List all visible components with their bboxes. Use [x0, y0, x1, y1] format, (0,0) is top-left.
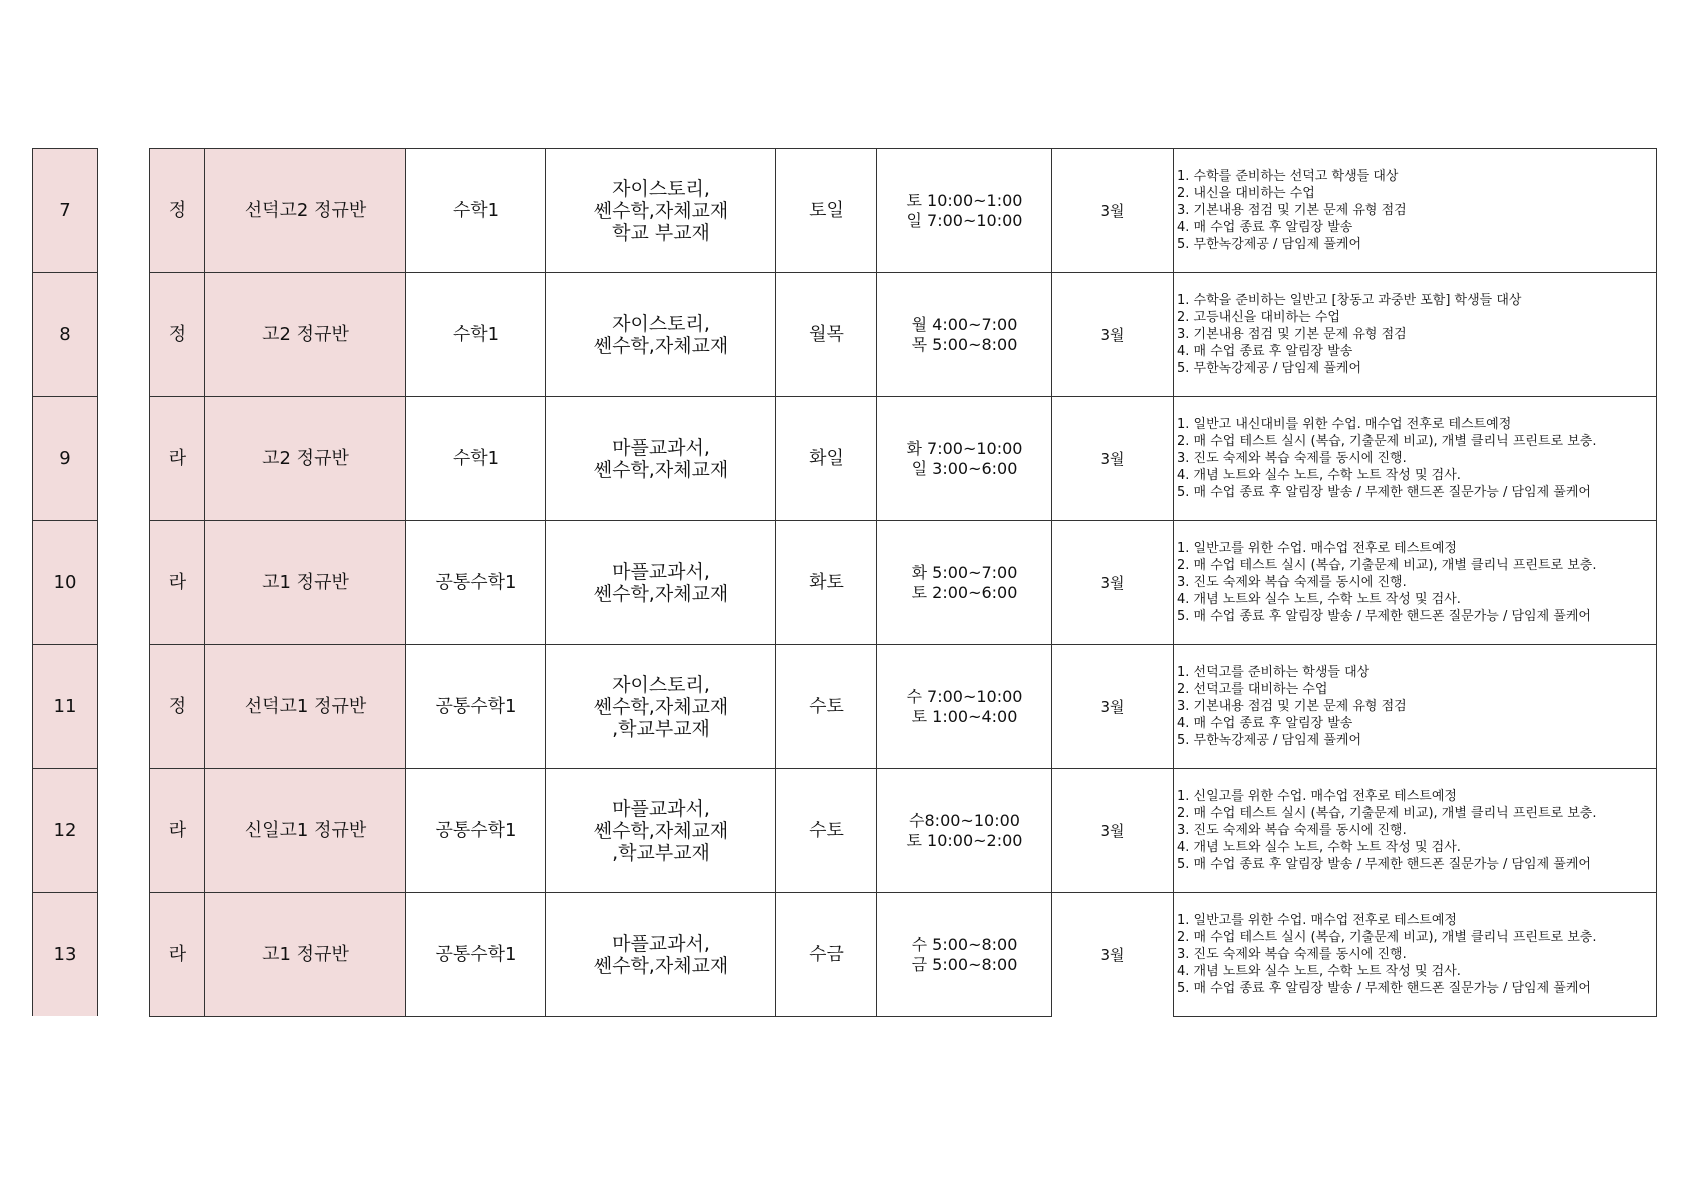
start-month: 3월 — [1100, 946, 1125, 964]
description-list — [1177, 168, 1656, 253]
class-name-cell — [204, 644, 406, 768]
description-cell — [1173, 768, 1657, 892]
description-cell — [1173, 892, 1657, 1016]
class-name-cell — [204, 892, 406, 1016]
class-time-line: 일 7:00~10:00 — [906, 210, 1023, 230]
textbook-list — [594, 798, 729, 864]
class-days: 화토 — [809, 571, 844, 593]
description-line: 3. 진도 숙제와 복습 숙제를 동시에 진행. — [1177, 575, 1407, 590]
description-cell — [1173, 148, 1657, 272]
description-list — [1177, 292, 1656, 377]
textbook-line: 쎈수학,자체교재 — [593, 582, 729, 605]
start-month-cell — [1051, 272, 1174, 396]
class-time-cell — [876, 396, 1052, 520]
class-type: 라 — [168, 819, 187, 841]
subject: 수학1 — [452, 447, 500, 469]
class-days: 수토 — [809, 819, 844, 841]
class-days-cell — [775, 272, 877, 396]
class-type-cell — [149, 272, 205, 396]
row-number-cell — [32, 520, 98, 644]
textbook-list — [594, 674, 729, 740]
row-number: 11 — [53, 695, 77, 717]
subject: 공통수학1 — [435, 943, 517, 965]
class-days-cell — [775, 892, 877, 1016]
class-time-line: 화 5:00~7:00 — [911, 562, 1018, 582]
class-type: 라 — [168, 447, 187, 469]
textbook-line: 자이스토리, — [612, 673, 710, 696]
class-type-cell — [149, 768, 205, 892]
class-type-cell — [149, 396, 205, 520]
class-time-cell — [876, 892, 1052, 1016]
class-time-line: 수 5:00~8:00 — [911, 934, 1018, 954]
row-number-cell — [32, 768, 98, 892]
subject: 공통수학1 — [435, 819, 517, 841]
textbook-cell — [545, 396, 776, 520]
textbook-cell — [545, 892, 776, 1016]
row-number: 12 — [53, 819, 77, 841]
class-days: 월목 — [809, 323, 844, 345]
subject-cell — [405, 396, 546, 520]
row-number-cell — [32, 892, 98, 1016]
class-time-line: 수8:00~10:00 — [909, 810, 1020, 830]
class-days-cell — [775, 396, 877, 520]
textbook-cell — [545, 148, 776, 272]
class-time-list — [907, 811, 1023, 851]
textbook-line: 마플교과서, — [612, 932, 710, 955]
description-line: 5. 매 수업 종료 후 알림장 발송 / 무제한 핸드폰 질문가능 / 담임제 풀케어 — [1177, 857, 1591, 872]
start-month: 3월 — [1100, 822, 1125, 840]
description-line: 5. 매 수업 종료 후 알림장 발송 / 무제한 핸드폰 질문가능 / 담임제 풀케어 — [1177, 485, 1591, 500]
class-name: 선덕고2 정규반 — [244, 199, 367, 221]
class-days-cell — [775, 768, 877, 892]
row-number: 9 — [59, 447, 71, 469]
description-line: 1. 수학을 준비하는 일반고 [창동고 과중반 포함] 학생들 대상 — [1177, 293, 1522, 308]
textbook-line: 마플교과서, — [612, 560, 710, 583]
subject-cell — [405, 768, 546, 892]
textbook-line: ,학교부교재 — [612, 717, 710, 740]
class-time-list — [907, 439, 1023, 479]
class-time-line: 화 7:00~10:00 — [906, 438, 1023, 458]
textbook-line: 자이스토리, — [612, 177, 710, 200]
textbook-list — [594, 561, 729, 605]
description-line: 2. 매 수업 테스트 실시 (복습, 기출문제 비교), 개별 클리닉 프린트로 보충. — [1177, 930, 1597, 945]
start-month: 3월 — [1100, 450, 1125, 468]
description-line: 3. 기본내용 점검 및 기본 문제 유형 점검 — [1177, 699, 1407, 714]
description-line: 4. 매 수업 종료 후 알림장 발송 — [1177, 220, 1353, 235]
subject: 공통수학1 — [435, 695, 517, 717]
textbook-cell — [545, 520, 776, 644]
start-month-cell — [1051, 148, 1174, 272]
class-type: 정 — [168, 323, 187, 345]
row-number-cell — [32, 148, 98, 272]
class-time-line: 토 10:00~1:00 — [906, 190, 1023, 210]
description-line: 4. 개념 노트와 실수 노트, 수학 노트 작성 및 검사. — [1177, 964, 1461, 979]
subject-cell — [405, 148, 546, 272]
textbook-line: 자이스토리, — [612, 312, 710, 335]
textbook-cell — [545, 644, 776, 768]
class-time-line: 월 4:00~7:00 — [911, 314, 1018, 334]
class-time-line: 토 1:00~4:00 — [911, 706, 1018, 726]
description-cell — [1173, 396, 1657, 520]
class-time-list — [907, 191, 1023, 231]
description-line: 5. 매 수업 종료 후 알림장 발송 / 무제한 핸드폰 질문가능 / 담임제 풀케어 — [1177, 981, 1591, 996]
class-name: 고2 정규반 — [262, 447, 349, 469]
textbook-list — [594, 437, 729, 481]
description-line: 1. 신일고를 위한 수업. 매수업 전후로 테스트예정 — [1177, 789, 1457, 804]
description-line: 2. 매 수업 테스트 실시 (복습, 기출문제 비교), 개별 클리닉 프린트로 보충. — [1177, 434, 1597, 449]
class-type-cell — [149, 520, 205, 644]
class-name: 고1 정규반 — [262, 943, 349, 965]
start-month-cell — [1051, 768, 1174, 892]
class-time-line: 일 3:00~6:00 — [911, 458, 1018, 478]
table-row-11 — [0, 644, 1684, 768]
table-row-12 — [0, 768, 1684, 892]
description-line: 1. 수학를 준비하는 선덕고 학생들 대상 — [1177, 169, 1399, 184]
class-time-list — [907, 687, 1023, 727]
textbook-line: 마플교과서, — [612, 797, 710, 820]
subject: 수학1 — [452, 323, 500, 345]
textbook-line: 학교 부교재 — [612, 221, 710, 244]
textbook-list — [594, 178, 729, 244]
class-time-cell — [876, 768, 1052, 892]
class-time-line: 토 10:00~2:00 — [906, 830, 1023, 850]
textbook-line: ,학교부교재 — [612, 841, 710, 864]
class-time-line: 수 7:00~10:00 — [906, 686, 1023, 706]
textbook-cell — [545, 272, 776, 396]
class-days: 수금 — [809, 943, 844, 965]
class-name: 고1 정규반 — [262, 571, 349, 593]
class-type: 라 — [168, 943, 187, 965]
class-time-line: 토 2:00~6:00 — [911, 582, 1018, 602]
class-time-cell — [876, 148, 1052, 272]
start-month-cell — [1051, 892, 1174, 1016]
textbook-line: 쎈수학,자체교재 — [593, 819, 729, 842]
class-days: 화일 — [809, 447, 844, 469]
class-type-cell — [149, 644, 205, 768]
table-bottom-border-right — [1173, 1016, 1657, 1017]
description-list — [1177, 416, 1656, 501]
class-time-line: 목 5:00~8:00 — [911, 334, 1018, 354]
description-line: 5. 무한녹강제공 / 담임제 풀케어 — [1177, 361, 1362, 376]
textbook-line: 쎈수학,자체교재 — [593, 695, 729, 718]
subject-cell — [405, 272, 546, 396]
description-line: 1. 일반고를 위한 수업. 매수업 전후로 테스트예정 — [1177, 541, 1457, 556]
class-name-cell — [204, 768, 406, 892]
description-line: 4. 개념 노트와 실수 노트, 수학 노트 작성 및 검사. — [1177, 840, 1461, 855]
class-time-line: 금 5:00~8:00 — [911, 954, 1018, 974]
table-row-9 — [0, 396, 1684, 520]
row-number: 10 — [53, 571, 77, 593]
start-month: 3월 — [1100, 698, 1125, 716]
table-bottom-border-left — [149, 1016, 1052, 1017]
row-number-cell — [32, 396, 98, 520]
start-month-cell — [1051, 396, 1174, 520]
description-line: 1. 일반고 내신대비를 위한 수업. 매수업 전후로 테스트예정 — [1177, 417, 1512, 432]
start-month-cell — [1051, 520, 1174, 644]
class-name: 고2 정규반 — [262, 323, 349, 345]
textbook-list — [594, 933, 729, 977]
textbook-line: 쎈수학,자체교재 — [593, 458, 729, 481]
description-line: 2. 매 수업 테스트 실시 (복습, 기출문제 비교), 개별 클리닉 프린트로 보충. — [1177, 806, 1597, 821]
row-number: 7 — [59, 199, 71, 221]
class-name-cell — [204, 396, 406, 520]
class-days-cell — [775, 644, 877, 768]
class-name-cell — [204, 148, 406, 272]
description-line: 5. 매 수업 종료 후 알림장 발송 / 무제한 핸드폰 질문가능 / 담임제 풀케어 — [1177, 609, 1591, 624]
description-line: 4. 개념 노트와 실수 노트, 수학 노트 작성 및 검사. — [1177, 468, 1461, 483]
row-number: 8 — [59, 323, 71, 345]
class-time-cell — [876, 520, 1052, 644]
description-cell — [1173, 520, 1657, 644]
row-number-cell — [32, 644, 98, 768]
start-month: 3월 — [1100, 326, 1125, 344]
start-month: 3월 — [1100, 202, 1125, 220]
table-row-13 — [0, 892, 1684, 1016]
description-list — [1177, 540, 1656, 625]
subject: 수학1 — [452, 199, 500, 221]
description-line: 3. 진도 숙제와 복습 숙제를 동시에 진행. — [1177, 823, 1407, 838]
description-line: 1. 선덕고를 준비하는 학생들 대상 — [1177, 665, 1370, 680]
class-days-cell — [775, 148, 877, 272]
start-month: 3월 — [1100, 574, 1125, 592]
subject: 공통수학1 — [435, 571, 517, 593]
class-time-list — [912, 935, 1018, 975]
textbook-line: 쎈수학,자체교재 — [593, 954, 729, 977]
row-number: 13 — [53, 943, 77, 965]
description-list — [1177, 664, 1656, 749]
class-days: 수토 — [809, 695, 844, 717]
subject-cell — [405, 892, 546, 1016]
class-time-cell — [876, 644, 1052, 768]
class-time-list — [912, 563, 1018, 603]
description-line: 3. 진도 숙제와 복습 숙제를 동시에 진행. — [1177, 947, 1407, 962]
table-row-8 — [0, 272, 1684, 396]
class-name: 선덕고1 정규반 — [244, 695, 367, 717]
description-list — [1177, 912, 1656, 997]
description-line: 5. 무한녹강제공 / 담임제 풀케어 — [1177, 237, 1362, 252]
table-row-7 — [0, 148, 1684, 272]
class-type: 정 — [168, 199, 187, 221]
description-line: 4. 매 수업 종료 후 알림장 발송 — [1177, 344, 1353, 359]
textbook-line: 마플교과서, — [612, 436, 710, 459]
description-line: 4. 개념 노트와 실수 노트, 수학 노트 작성 및 검사. — [1177, 592, 1461, 607]
description-cell — [1173, 644, 1657, 768]
textbook-line: 쎈수학,자체교재 — [593, 334, 729, 357]
subject-cell — [405, 644, 546, 768]
description-line: 3. 진도 숙제와 복습 숙제를 동시에 진행. — [1177, 451, 1407, 466]
description-list — [1177, 788, 1656, 873]
description-line: 3. 기본내용 점검 및 기본 문제 유형 점검 — [1177, 203, 1407, 218]
class-days-cell — [775, 520, 877, 644]
textbook-list — [594, 313, 729, 357]
class-time-list — [912, 315, 1018, 355]
textbook-cell — [545, 768, 776, 892]
description-line: 2. 선덕고를 대비하는 수업 — [1177, 682, 1328, 697]
description-line: 2. 고등내신을 대비하는 수업 — [1177, 310, 1340, 325]
description-line: 1. 일반고를 위한 수업. 매수업 전후로 테스트예정 — [1177, 913, 1457, 928]
class-type: 정 — [168, 695, 187, 717]
description-line: 2. 매 수업 테스트 실시 (복습, 기출문제 비교), 개별 클리닉 프린트로 보충. — [1177, 558, 1597, 573]
description-line: 2. 내신을 대비하는 수업 — [1177, 186, 1315, 201]
class-name: 신일고1 정규반 — [244, 819, 367, 841]
description-line: 4. 매 수업 종료 후 알림장 발송 — [1177, 716, 1353, 731]
description-cell — [1173, 272, 1657, 396]
class-type-cell — [149, 148, 205, 272]
start-month-cell — [1051, 644, 1174, 768]
class-days: 토일 — [809, 199, 844, 221]
row-number-cell — [32, 272, 98, 396]
class-type-cell — [149, 892, 205, 1016]
table-row-10 — [0, 520, 1684, 644]
class-name-cell — [204, 520, 406, 644]
class-name-cell — [204, 272, 406, 396]
description-line: 3. 기본내용 점검 및 기본 문제 유형 점검 — [1177, 327, 1407, 342]
textbook-line: 쎈수학,자체교재 — [593, 199, 729, 222]
subject-cell — [405, 520, 546, 644]
description-line: 5. 무한녹강제공 / 담임제 풀케어 — [1177, 733, 1362, 748]
class-type: 라 — [168, 571, 187, 593]
class-time-cell — [876, 272, 1052, 396]
